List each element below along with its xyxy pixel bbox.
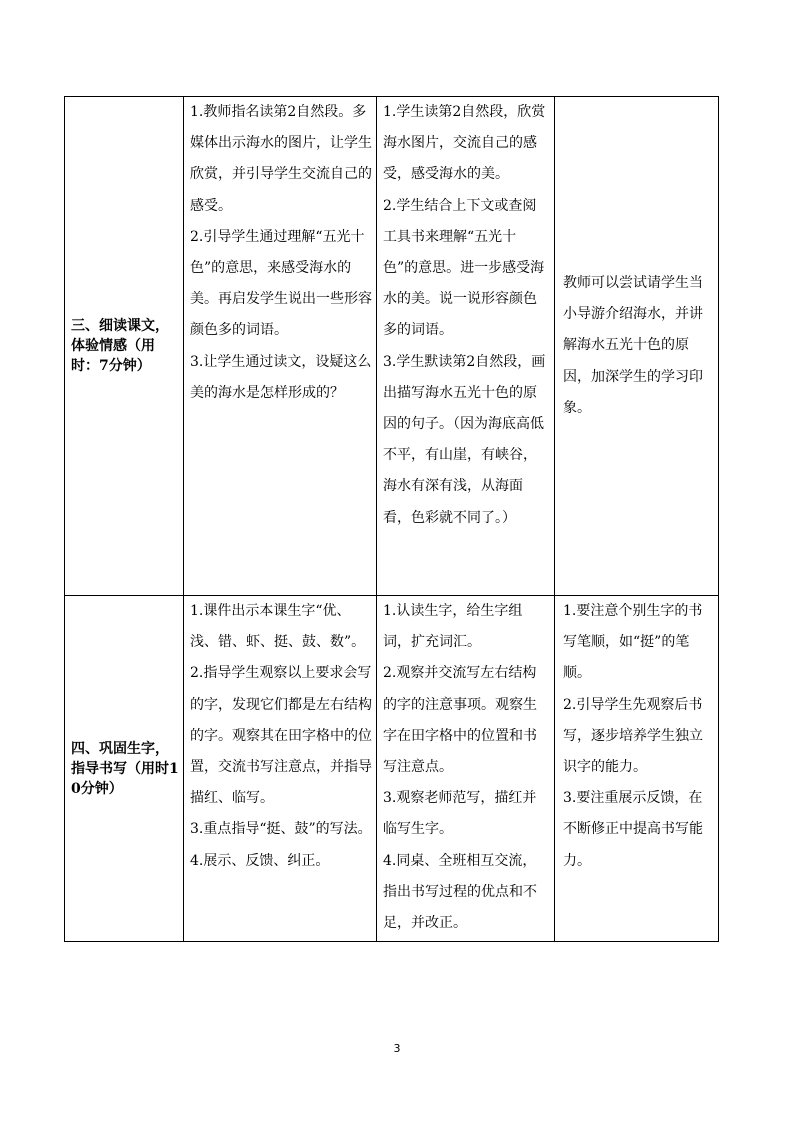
student-step: 4.同桌、全班相互交流，指出书写过程的优点和不足，并改正。: [383, 852, 537, 932]
stage-title: 三、细读课文，体验情感: [71, 318, 169, 354]
teacher-step: 1.课件出示本课生字“优、浅、错、虾、挺、鼓、数”。2.指导学生观察以上要求会写的字，发现它们都是左右结构的字。观察其在田字格中的位置，交流书写注意点，并指导描红、临写。: [190, 603, 372, 807]
design-note-cell: [555, 97, 719, 596]
student-step: 1.认读生字，给生字组词，扩充词汇。: [383, 603, 523, 651]
teacher-activity-cell: [184, 97, 377, 596]
design-note-cell: [555, 596, 719, 942]
student-step: 1.学生读第2自然段，欣赏海水图片，交流自己的感受，感受海水的美。: [383, 104, 546, 183]
teacher-step: 4.展示、反馈、纠正。: [190, 852, 330, 869]
student-activity-cell: [377, 596, 555, 942]
design-note: 1.要注意个别生字的书写笔顺，如“挺”的笔顺。: [563, 603, 703, 682]
student-step: 2.观察并交流写左右结构的字的注意事项。观察生字在田字格中的位置和书写注意点。: [383, 665, 537, 776]
design-note: 教师可以尝试请学生当小导游介绍海水，并讲解海水五光十色的原因，加深学生的学习印象。: [563, 274, 703, 416]
teacher-step: 1.教师指名读第2自然段。多媒体出示海水的图片，让学生欣赏，并引导学生交流自己的感受。: [190, 104, 372, 214]
teacher-step: 2.引导学生通过理解“五光十色”的意思，来感受海水的美。再启发学生说出一些形容颜色多的词语。: [190, 228, 372, 339]
stage-title: 四、巩固生字，指导书写: [71, 740, 169, 777]
teacher-step: 3.让学生通过读文，设疑这么美的海水是怎样形成的？: [190, 353, 372, 401]
student-step: 3.学生默读第2自然段，画出描写海水五光十色的原因的句子。（因为海底高低不平，有山崖，有峡谷，海水有深有浅，从海面看，色彩就不同了。）: [383, 353, 546, 526]
student-activity-cell: [377, 97, 555, 596]
page-number: 3: [393, 1042, 401, 1055]
student-step: 3.观察老师范写，描红并临写生字。: [383, 790, 537, 838]
stage-time: （用时10分钟）: [71, 760, 179, 797]
student-step: 2.学生结合上下文或查阅工具书来理解“五光十色”的意思。进一步感受海水的美。说一说形容颜色多的词语。: [383, 197, 545, 339]
table-row: [65, 97, 719, 596]
teacher-step: 3.重点指导“挺、鼓”的写法。: [190, 821, 372, 838]
table-row: [65, 596, 719, 942]
stage-time: （用时：7分钟）: [71, 338, 155, 374]
stage-cell: [65, 596, 184, 942]
design-note: 2.引导学生先观察后书写，逐步培养学生独立识字的能力。: [563, 696, 703, 776]
design-note: 3.要注重展示反馈，在不断修正中提高书写能力。: [563, 790, 703, 869]
stage-cell: [65, 97, 184, 596]
lesson-plan-table: [64, 96, 719, 942]
teacher-activity-cell: [184, 596, 377, 942]
